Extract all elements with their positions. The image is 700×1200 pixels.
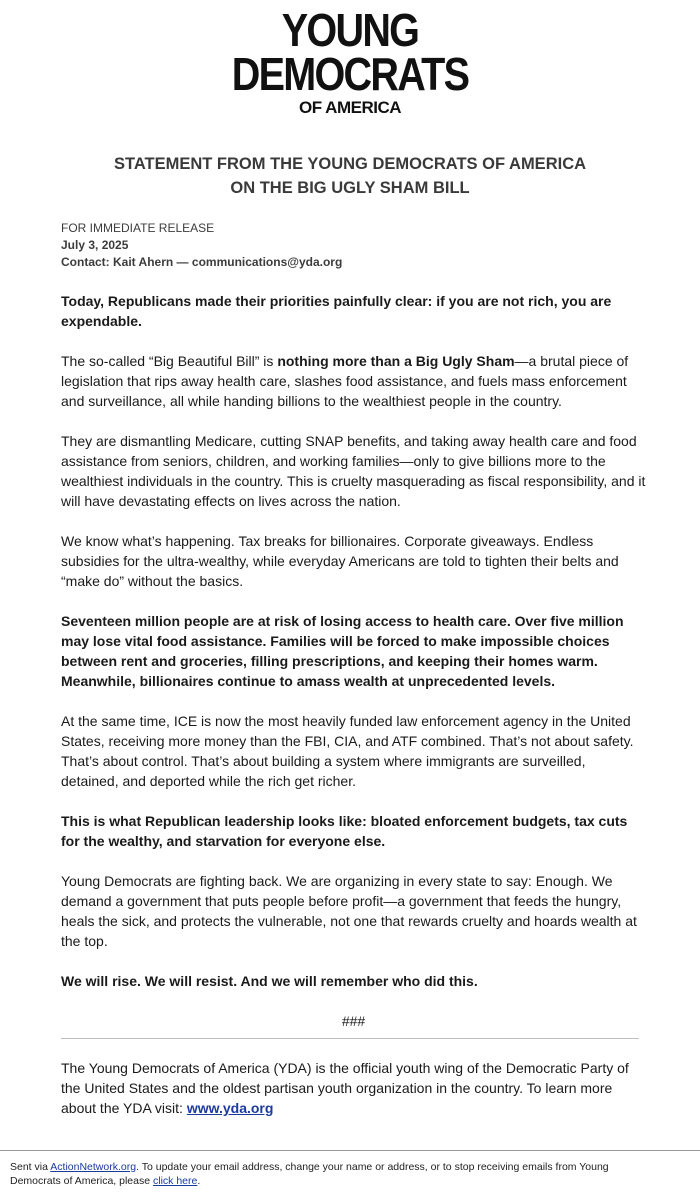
logo-line-of-america: OF AMERICA	[298, 98, 402, 117]
paragraph-3: They are dismantling Medicare, cutting SNAP benefits, and taking away health care and food assistance from seniors, children, and working families—only to give billions more to the wealthiest individuals in the country. This is cruelty masquerading as fiscal responsibility, and it will have devastating effects on lives across the nation.	[61, 433, 646, 509]
footer-period: .	[197, 1175, 201, 1187]
paragraph-9: We will rise. We will resist. And we will remember who did this.	[61, 973, 478, 989]
title-line-1: STATEMENT FROM THE YOUNG DEMOCRATS OF AMERICA	[113, 155, 587, 173]
logo-line-democrats: DEMOCRATS	[231, 48, 469, 100]
release-meta	[61, 220, 342, 271]
paragraph-7: This is what Republican leadership looks like: bloated enforcement budgets, tax cuts for the wealthy, and starvation for everyone else.	[61, 813, 628, 849]
divider	[61, 1038, 639, 1039]
about-yda	[61, 1058, 646, 1118]
paragraph-2-emphasis: nothing more than a Big Ugly Sham	[277, 353, 515, 369]
statement-body	[61, 291, 646, 1051]
title-line-2: ON THE BIG UGLY SHAM BILL	[230, 179, 470, 197]
paragraph-4: We know what’s happening. Tax breaks for billionaires. Corporate giveaways. Endless subsidies for the ultra-wealthy, while everyday Americans are told to tighten their belts and “make do” without the basics.	[61, 533, 619, 589]
paragraph-2	[61, 351, 646, 411]
release-label: FOR IMMEDIATE RELEASE	[61, 221, 215, 235]
statement-title	[40, 152, 660, 200]
paragraph-6: At the same time, ICE is now the most heavily funded law enforcement agency in the United States, receiving more money than the FBI, CIA, and ATF combined. That’s not about safety. That’s about control. That’s about building a system where immigrants are surveilled, detained, and deported while the rich get richer.	[61, 713, 634, 789]
yda-logo	[0, 4, 700, 118]
paragraph-2-intro: The so-called “Big Beautiful Bill” is	[61, 353, 278, 369]
about-text: The Young Democrats of America (YDA) is the official youth wing of the Democratic Party of the United States and the oldest partisan youth organization in the country. To learn more about the YDA visit:	[61, 1060, 629, 1116]
release-date: July 3, 2025	[61, 238, 129, 252]
footer-text	[10, 1160, 650, 1188]
paragraph-1: Today, Republicans made their priorities painfully clear: if you are not rich, you are expendable.	[61, 293, 612, 329]
press-contact: Contact: Kait Ahern — communications@yda.org	[61, 255, 343, 269]
paragraph-5: Seventeen million people are at risk of losing access to health care. Over five million may lose vital food assistance. Families will be forced to make impossible choices between rent and groceries, filling prescriptions, and keeping their homes warm. Meanwhile, billionaires continue to amass wealth at unprecedented levels.	[61, 613, 624, 689]
email-footer	[0, 1150, 700, 1200]
paragraph-2-rest: —a brutal piece of legislation that rips away health care, slashes food assistance, and fuels mass enforcement and surveillance, all while handing billions to the wealthiest people in the country.	[61, 353, 629, 409]
paragraph-8: Young Democrats are fighting back. We are organizing in every state to say: Enough. We demand a government that puts people before profit—a government that feeds the hungry, heals the sick, and protects the vulnerable, not one that rewards cruelty and hoards wealth at the top.	[61, 873, 637, 949]
yda-website-link[interactable]: www.yda.org	[186, 1100, 274, 1116]
end-mark: ###	[341, 1013, 366, 1029]
footer-unsubscribe-text: . To update your email address, change your name or address, or to stop receiving emails from Young Democrats of America, please	[10, 1161, 609, 1187]
logo-line-young: YOUNG	[281, 4, 419, 56]
footer-sent-via: Sent via	[10, 1161, 51, 1173]
click-here-link[interactable]: click here	[152, 1175, 198, 1187]
actionnetwork-link[interactable]: ActionNetwork.org	[50, 1161, 137, 1173]
